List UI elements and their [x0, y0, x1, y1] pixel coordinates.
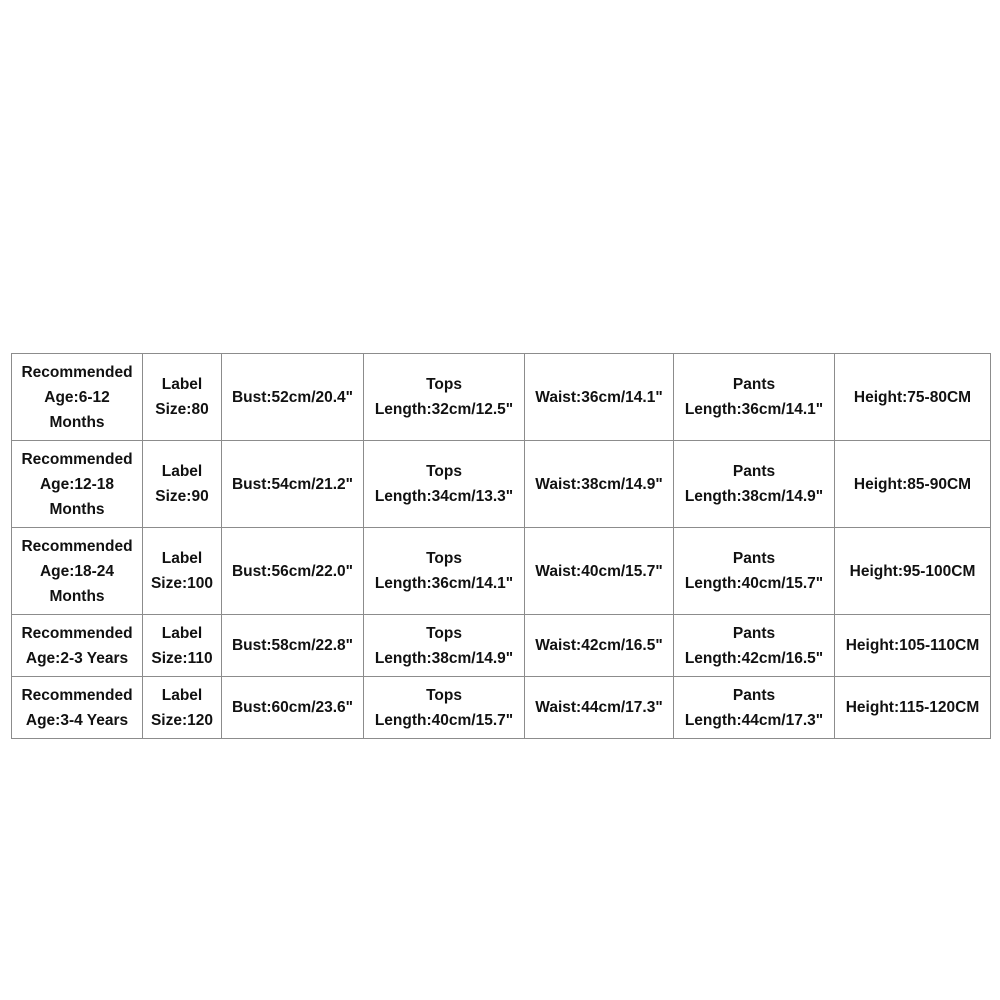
bust-cell: Bust:60cm/23.6" [222, 677, 364, 739]
label-size-cell: Label Size:120 [143, 677, 222, 739]
waist-cell: Waist:38cm/14.9" [525, 441, 674, 528]
bust-cell: Bust:52cm/20.4" [222, 354, 364, 441]
tops-length-cell: Tops Length:32cm/12.5" [364, 354, 525, 441]
table-row [12, 441, 991, 528]
table-row [12, 528, 991, 615]
height-cell: Height:75-80CM [835, 354, 991, 441]
bust-cell: Bust:56cm/22.0" [222, 528, 364, 615]
pants-length-cell: Pants Length:36cm/14.1" [674, 354, 835, 441]
height-cell: Height:115-120CM [835, 677, 991, 739]
waist-cell: Waist:42cm/16.5" [525, 615, 674, 677]
tops-length-cell: Tops Length:40cm/15.7" [364, 677, 525, 739]
pants-length-cell: Pants Length:38cm/14.9" [674, 441, 835, 528]
age-cell: Recommended Age:12-18 Months [12, 441, 143, 528]
height-cell: Height:85-90CM [835, 441, 991, 528]
waist-cell: Waist:44cm/17.3" [525, 677, 674, 739]
pants-length-cell: Pants Length:40cm/15.7" [674, 528, 835, 615]
pants-length-cell: Pants Length:42cm/16.5" [674, 615, 835, 677]
bust-cell: Bust:58cm/22.8" [222, 615, 364, 677]
pants-length-cell: Pants Length:44cm/17.3" [674, 677, 835, 739]
tops-length-cell: Tops Length:38cm/14.9" [364, 615, 525, 677]
label-size-cell: Label Size:80 [143, 354, 222, 441]
table-row [12, 615, 991, 677]
tops-length-cell: Tops Length:34cm/13.3" [364, 441, 525, 528]
age-cell: Recommended Age:3-4 Years [12, 677, 143, 739]
age-cell: Recommended Age:2-3 Years [12, 615, 143, 677]
bust-cell: Bust:54cm/21.2" [222, 441, 364, 528]
table-row [12, 354, 991, 441]
size-chart-body [12, 354, 991, 739]
size-chart-table [11, 353, 991, 739]
tops-length-cell: Tops Length:36cm/14.1" [364, 528, 525, 615]
label-size-cell: Label Size:90 [143, 441, 222, 528]
waist-cell: Waist:40cm/15.7" [525, 528, 674, 615]
label-size-cell: Label Size:100 [143, 528, 222, 615]
height-cell: Height:105-110CM [835, 615, 991, 677]
height-cell: Height:95-100CM [835, 528, 991, 615]
label-size-cell: Label Size:110 [143, 615, 222, 677]
waist-cell: Waist:36cm/14.1" [525, 354, 674, 441]
table-row [12, 677, 991, 739]
age-cell: Recommended Age:6-12 Months [12, 354, 143, 441]
age-cell: Recommended Age:18-24 Months [12, 528, 143, 615]
